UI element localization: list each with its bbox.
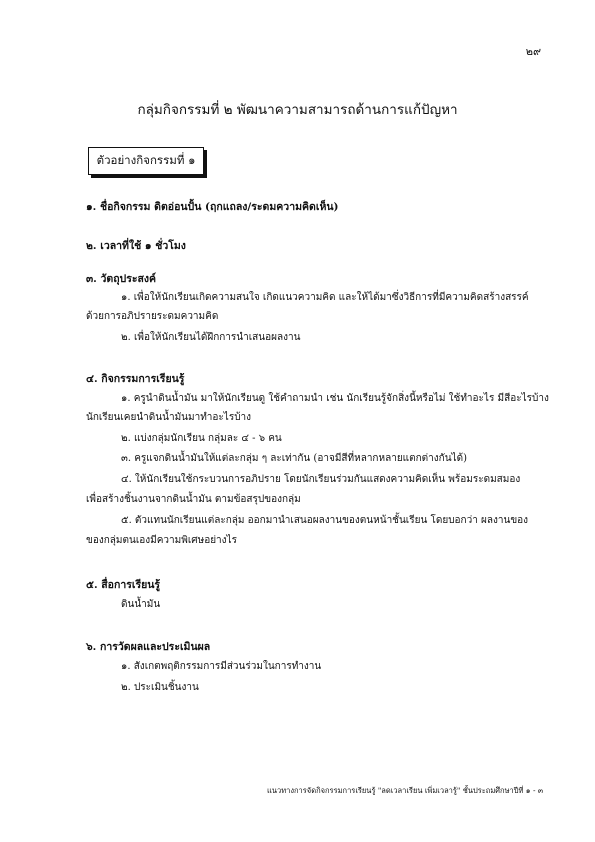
example-box-label: ตัวอย่างกิจกรรมที่ ๑ (96, 153, 196, 167)
example-box (88, 147, 204, 175)
activity-5-line-1: ๕. ตัวแทนนักเรียนแต่ละกลุ่ม ออกมานำเสนอผลงานของตนหน้าชั้นเรียน โดยบอกว่า ผลงานของ (121, 515, 529, 526)
objective-2: ๒. เพื่อให้นักเรียนได้ฝึกการนำเสนอผลงาน (121, 332, 301, 343)
activity-5-line-2: ของกลุ่มตนเองมีความพิเศษอย่างไร (86, 535, 237, 546)
objective-1-line-2: ด้วยการอภิปรายระดมความคิด (86, 311, 219, 322)
objective-1-line-1: ๑. เพื่อให้นักเรียนเกิดความสนใจ เกิดแนวความคิด และให้ได้มาซึ่งวิธีการที่มีความคิดสร้างสรรค์ (121, 292, 529, 303)
section-1-title: ๑. ชื่อกิจกรรม ดิตอ่อนปั้น (ฤกแถลง/ระดมความคิดเห็น) (86, 201, 339, 213)
activity-3: ๓. ครูแจกดินน้ำมันให้แต่ละกลุ่ม ๆ ละเท่ากัน (อาจมีสีที่หลากหลายแตกต่างกันได้) (121, 453, 467, 464)
evaluation-2: ๒. ประเมินชิ้นงาน (121, 682, 199, 693)
evaluation-1: ๑. สังเกตพฤติกรรมการมีส่วนร่วมในการทำงาน (121, 661, 322, 672)
activity-2: ๒. แบ่งกลุ่มนักเรียน กลุ่มละ ๔ - ๖ คน (121, 433, 282, 444)
section-3-title: ๓. วัตถุประสงค์ (86, 273, 157, 285)
activity-4-line-1: ๔. ให้นักเรียนใช้กระบวนการอภิปราย โดยนักเรียนร่วมกันแสดงความคิดเห็น พร้อมระดมสมอง (121, 474, 521, 485)
page-footer: แนวทางการจัดกิจกรรมการเรียนรู้ "ลดเวลาเรียน เพิ่มเวลารู้" ชั้นประถมศึกษาปีที่ ๑ - ๓ (267, 786, 543, 795)
activity-4-line-2: เพื่อสร้างชิ้นงานจากดินน้ำมัน ตามข้อสรุปของกลุ่ม (86, 494, 301, 505)
page-number: ๒๙ (525, 45, 541, 58)
page-title: กลุ่มกิจกรรมที่ ๒ พัฒนาความสามารถด้านการแก้ปัญหา (137, 102, 458, 118)
activity-1-line-2: นักเรียนเคยนำดินน้ำมันมาทำอะไรบ้าง (86, 412, 252, 423)
section-5-title: ๕. สื่อการเรียนรู้ (86, 579, 161, 591)
activity-1-line-1: ๑. ครูนำดินน้ำมัน มาให้นักเรียนดู ใช้คำถามนำ เช่น นักเรียนรู้จักสิ่งนี้หรือไม่ ใช้ทำอะไร มีสีอะไรบ้าง (121, 393, 549, 404)
section-2-title: ๒. เวลาที่ใช้ ๑ ชั่วโมง (86, 240, 186, 252)
section-4-title: ๔. กิจกรรมการเรียนรู้ (86, 373, 185, 385)
material-1: ดินน้ำมัน (121, 599, 161, 610)
section-6-title: ๖. การวัดผลและประเมินผล (86, 641, 211, 653)
